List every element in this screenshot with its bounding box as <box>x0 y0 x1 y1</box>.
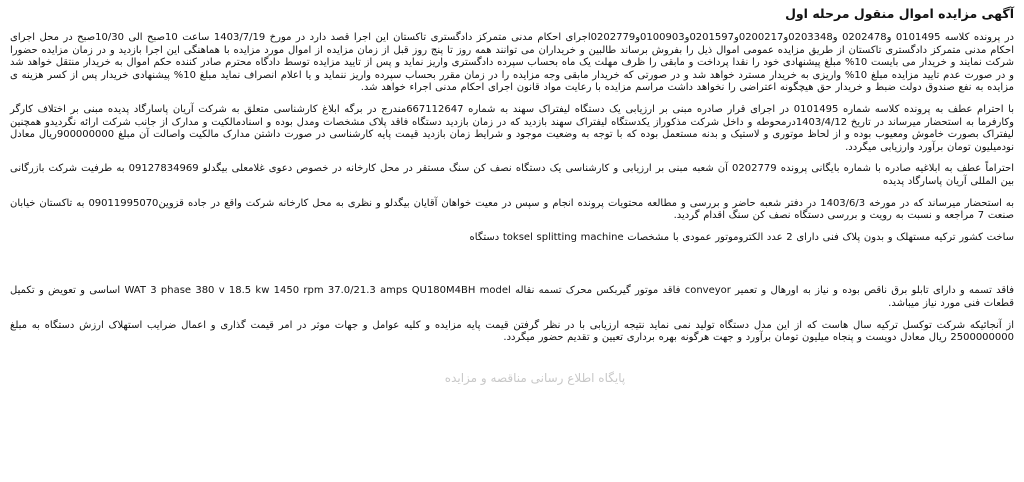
watermark-text: پایگاه اطلاع رسانی مناقصه و مزایده <box>444 371 626 385</box>
paragraph-forklift-appraisal: با احترام عطف به پرونده کلاسه شماره 0101495 در اجرای قرار صادره مبنی بر ارزیابی یک دستگاه لیفتراک سهند به شماره 667112647مندرج در برگه ابلاغ کارشناسی متعلق به شرکت آریان پاسارگاد پدیده مبنی بر اختلاف کارگر وکارفرما به استحضار میرساند در تاریخ 1403/4/12درمحوطه و داخل شرکت مذکوراز یکدستگاه لیفتراک سهند بازدید که در زمان بازدید دستگاه فاقد پلاک مشخصات ومدل بوده و اسنادمالکیت و مدارک از جانب شرکت ارائه نگردیدو همچنین لیفتراک بصورت خاموش ومعیوب بوده و از لحاظ موتوری و لاستیک و بدنه مستعمل بوده که با توجه به وضعیت موجود و شرایط زمان بازدید قیمت پایه کارشناسی در صورت داشتن مدارک مالکیت واصالت آن مبلغ 900000000ریال معادل نودمیلیون تومان برآورد وارزیابی میگردد. <box>10 103 1015 153</box>
blank-gap <box>10 257 1014 285</box>
paragraph-site-visit: به استحضار میرساند که در مورخه 1403/6/3 در دفتر شعبه حاضر و بررسی و مطالعه محتویات پرونده انجام و سپس در معیت خواهان آقایان بیگدلو و نظری به محل کارخانه شرکت واقع در جاده قزوین09011995070 به تاکستان خیابان صنعت 7 مراجعه و نسبت به رویت و بررسی دستگاه نصف کن سنگ اقدام گردید. <box>10 197 1014 222</box>
paragraph-stone-cutter-request: احتراماً عطف به ابلاغیه صادره با شماره بایگانی پرونده 0202779 آن شعبه مبنی بر ارزیابی و کارشناسی یک دستگاه نصف کن سنگ مستقر در محل کارخانه در خصوص دعوی غلامعلی بیگدلو 09127834969 به طرفیت شرکت بازرگانی بین المللی آریان پاسارگاد پدیده <box>10 163 1015 187</box>
paragraph-machine-origin: ساخت کشور ترکیه مستهلک و بدون پلاک فنی دارای 2 عدد الکتروموتور عمودی با مشخصات toksel splitting machine دستگاه <box>469 231 1014 243</box>
paragraph-auction-terms: در پرونده کلاسه 0101495 و0202478 و0203348و0200217و0201597و0100903و0202779اجرای احکام مدنی متمرکز دادگستری تاکستان این اجرا قصد دارد در مورخ 1403/7/19 ساعت 10صبح الی 10/30صبح در محل اجرای احکام مدنی متمرکز دادگستری تاکستان از طریق مزایده عمومی اموال ذیل را بفروش برساند طالبین و خریداران می توانند همه روز تا پنج روز قبل از زمان مزایده از اموال مورد مزایده با هماهنگی این اجرا بازدید و در زمان مزایده حضورا شرکت نمایند و خریدار می بایست 10% مبلغ پیشنهادی خود را نقدا پرداخت و مابقی را ظرف مهلت یک ماه بحساب سپرده دادگستری واریز نماید و پس از تایید مزایده توسط دادگاه محترم صادر کننده حکم اموال به خریدار منتقل خواهد شد و در صورت عدم تایید مزایده مبلغ 10% واریزی به خریدار مسترد خواهد شد و در صورتی که خریدار مابقی وجه مزایده را در زمان مقرر بحساب سپرده واریز ننماید و یا اعلام انصراف نماید مبلغ 10% پیشنهادی خریدار پس از کسر هزینه ی مزایده به نفع صندوق دولت ضبط و خریدار حق هیچگونه اعتراضی را نخواهد داشت مراسم مزایده با رعایت مواد قانون اجرای احکام مدنی اجراء خواهد شد. <box>10 32 1015 94</box>
notice-title: آگهی مزایده اموال منقول مرحله اول <box>785 6 1014 21</box>
paragraph-machine-condition: فاقد تسمه و دارای تابلو برق ناقص بوده و نیاز به اورهال و تعمیر conveyor فاقد موتور گیربکس محرک تسمه نقاله WAT 3 phase 380 v 18.5 kw 1450 rpm 37.0/21.3 amps QU180M4BH model اساسی و تعویض و تکمیل قطعات فنی مورد نیاز میباشد. <box>10 285 1015 309</box>
paragraph-final-valuation: از آنجائیکه شرکت توکسل ترکیه سال هاست که از این مدل دستگاه تولید نمی نماید نتیجه ارزیابی با در نظر گرفتن قیمت پایه مزایده و کلیه عوامل و جهات موثر در امر قیمت گذاری و اعمال ضرایب استهلاک ارزش دستگاه به مبلغ 2500000000 ریال معادل دویست و پنجاه میلیون تومان برآورد و جهت هرگونه بهره برداری تعیین و تقدیم حضور میگردد. <box>10 319 1014 344</box>
